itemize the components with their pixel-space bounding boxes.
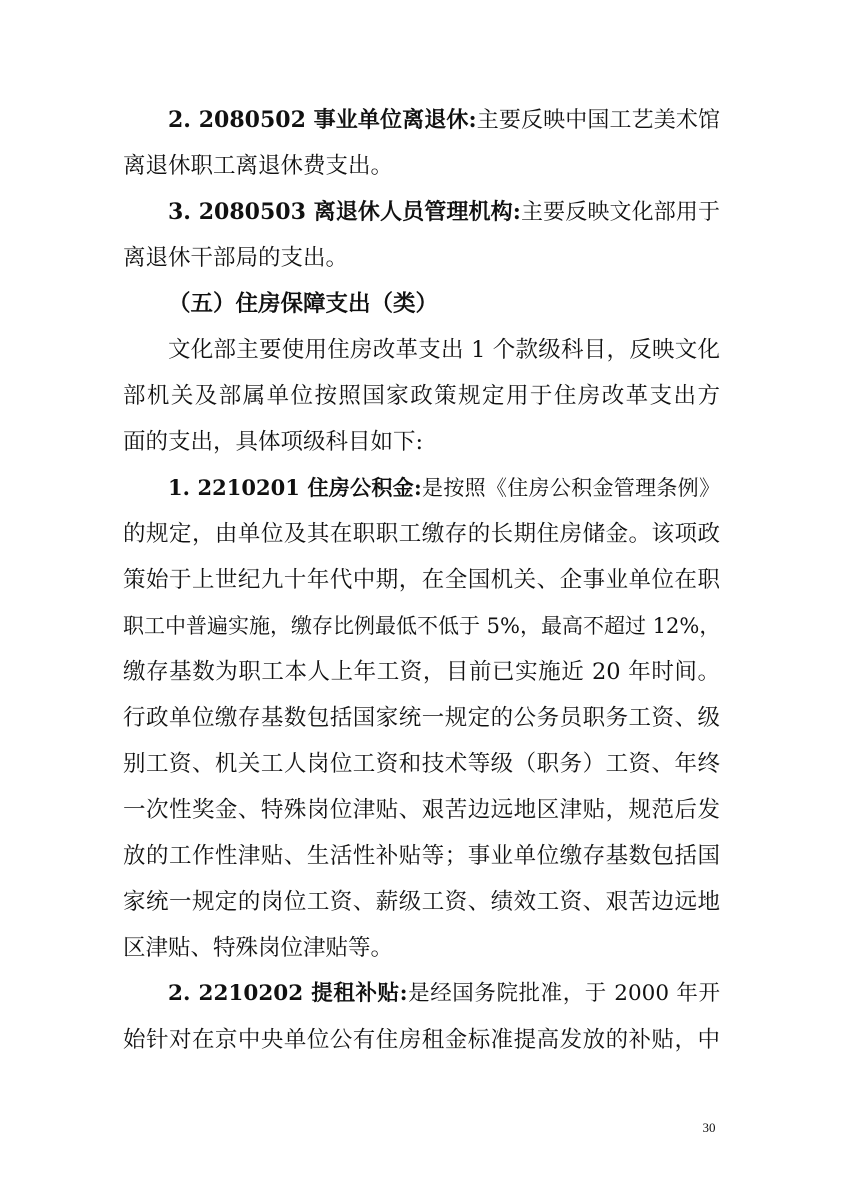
item-2080502-line-1	[168, 97, 720, 143]
item-2080502-line-2: 离退休职工离退休费支出。	[123, 153, 394, 179]
housing-fund-line-5: 缴存基数为职工本人上年工资，目前已实施近 20 年时间。	[123, 659, 720, 685]
housing-fund-line-4: 职工中普遍实施，缴存比例最低不低于 5%，最高不超过 12%，	[123, 614, 720, 638]
housing-fund-line-2: 的规定，由单位及其在职职工缴存的长期住房储金。该项政	[123, 521, 720, 547]
housing-fund-line-11: 区津贴、特殊岗位津贴等。	[123, 935, 394, 961]
item-2080503-text-1: 主要反映文化部用于	[520, 200, 720, 225]
housing-fund-line-7: 别工资、机关工人岗位工资和技术等级（职务）工资、年终	[123, 751, 720, 777]
housing-fund-line-10: 家统一规定的岗位工资、薪级工资、绩效工资、艰苦边远地	[123, 889, 720, 915]
section-heading: （五）住房保障支出（类）	[168, 291, 439, 317]
rent-subsidy-text-1: 是经国务院批准，于 2000 年开	[407, 981, 720, 1006]
item-2080503-term: 3. 2080503 离退休人员管理机构:	[168, 199, 521, 225]
intro-line-2: 部机关及部属单位按照国家政策规定用于住房改革支出方	[123, 383, 720, 409]
housing-fund-term: 1. 2210201 住房公积金:	[168, 475, 422, 500]
item-2080502-term: 2. 2080502 事业单位离退休:	[168, 107, 477, 133]
page-number: 30	[702, 1120, 716, 1135]
housing-fund-line-3: 策始于上世纪九十年代中期，在全国机关、企事业单位在职	[123, 567, 720, 593]
intro-line-3: 面的支出，具体项级科目如下:	[123, 429, 424, 455]
housing-fund-line-1	[168, 465, 720, 511]
item-2080503-line-1	[168, 189, 720, 235]
rent-subsidy-line-2: 始针对在京中央单位公有住房租金标准提高发放的补贴，中	[123, 1027, 720, 1053]
housing-fund-line-8: 一次性奖金、特殊岗位津贴、艰苦边远地区津贴，规范后发	[123, 797, 720, 823]
item-2080502-text-1: 主要反映中国工艺美术馆	[476, 108, 720, 133]
housing-fund-text-1: 是按照《住房公积金管理条例》	[421, 476, 720, 500]
housing-fund-line-9: 放的工作性津贴、生活性补贴等；事业单位缴存基数包括国	[123, 843, 720, 869]
housing-fund-line-6: 行政单位缴存基数包括国家统一规定的公务员职务工资、级	[123, 705, 720, 731]
item-2080503-line-2: 离退休干部局的支出。	[123, 245, 349, 271]
rent-subsidy-term: 2. 2210202 提租补贴:	[168, 981, 408, 1006]
rent-subsidy-line-1	[168, 971, 720, 1017]
intro-line-1: 文化部主要使用住房改革支出 1 个款级科目，反映文化	[168, 337, 720, 363]
